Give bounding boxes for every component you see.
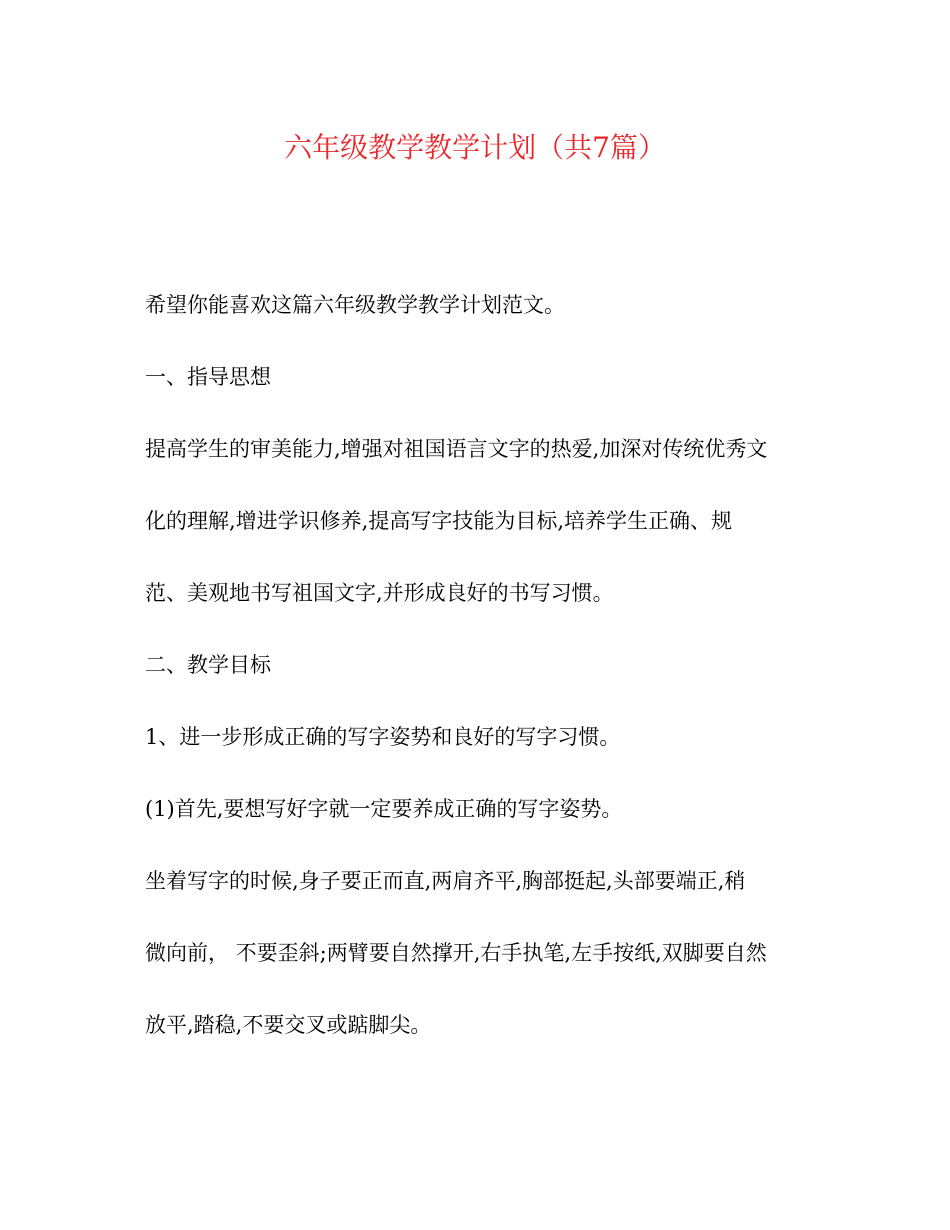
sub-item-1: (1)首先,要想写好字就一定要养成正确的写字姿势。 [145,797,623,821]
paragraph-line: 范、美观地书写祖国文字,并形成良好的书写习惯。 [145,581,614,605]
intro-paragraph: 希望你能喜欢这篇六年级教学教学计划范文。 [145,293,565,317]
paragraph-line: 坐着写字的时候,身子要正而直,两肩齐平,胸部挺起,头部要端正,稍 [145,869,746,893]
paragraph-line: 微向前， 不要歪斜;两臂要自然撑开,右手执笔,左手按纸,双脚要自然 [145,941,767,965]
paragraph-line: 放平,踏稳,不要交叉或踮脚尖。 [145,1013,432,1037]
paragraph-line: 提高学生的审美能力,增强对祖国语言文字的热爱,加深对传统优秀文 [145,437,768,461]
document-title: 六年级教学教学计划（共7篇） [284,131,666,164]
document-body [145,285,815,1077]
section-heading-guiding-ideology: 一、指导思想 [145,365,271,389]
goal-item-1: 1、进一步形成正确的写字姿势和良好的写字习惯。 [145,725,621,749]
paragraph-line: 化的理解,增进学识修养,提高写字技能为目标,培养学生正确、规 [145,509,733,533]
section-heading-teaching-goals: 二、教学目标 [145,653,271,677]
